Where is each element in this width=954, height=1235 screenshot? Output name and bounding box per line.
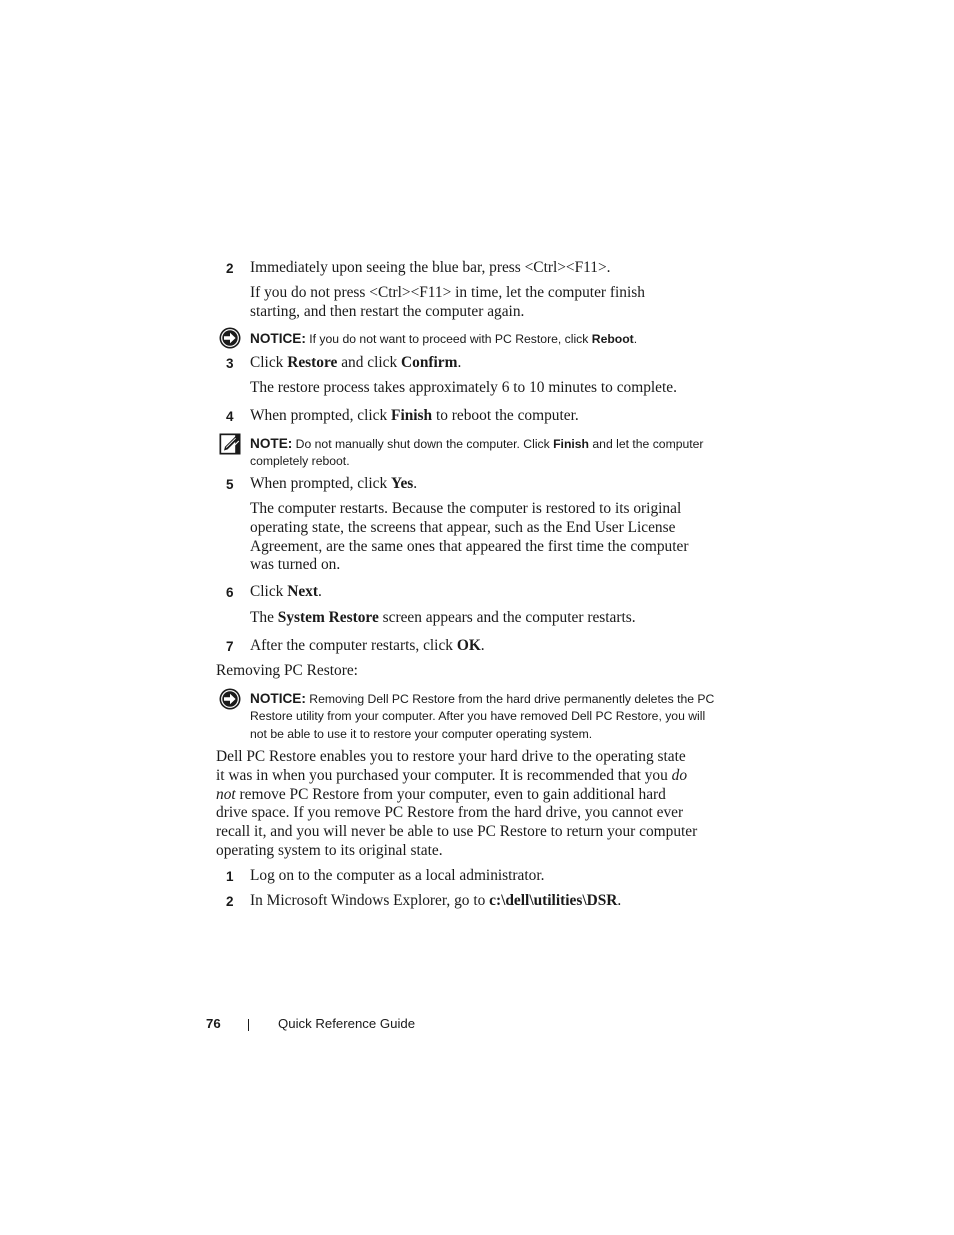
- step-text: After the computer restarts, click OK.: [250, 637, 485, 654]
- step-text: Click Next.: [250, 583, 322, 600]
- step-text: When prompted, click Finish to reboot the computer.: [250, 407, 579, 424]
- note-label: NOTE:: [250, 436, 293, 451]
- footer-divider: [248, 1019, 249, 1031]
- removing-heading: Removing PC Restore:: [216, 662, 358, 679]
- step-number: 2: [226, 894, 234, 909]
- step-text: When prompted, click Yes.: [250, 475, 418, 492]
- notice-arrow-icon: [219, 688, 241, 710]
- notice-label: NOTICE:: [250, 691, 306, 706]
- note-shutdown: NOTE: Do not manually shut down the computer. Click Finish and let the computer completely reboot.: [250, 436, 704, 469]
- step-text: Click Restore and click Confirm.: [250, 354, 462, 371]
- step-number: 6: [226, 585, 234, 600]
- step-2-detail: If you do not press <Ctrl><F11> in time, let the computer finish starting, and then restart the computer again.: [250, 284, 645, 320]
- step-number: 4: [226, 409, 234, 424]
- page-number: 76: [206, 1016, 221, 1031]
- step-5-detail: The computer restarts. Because the computer is restored to its original operating state, the screens that appear, such as the End User License Agreement, are the same ones that appeared the first time the computer was turned on.: [250, 500, 689, 574]
- step-text: In Microsoft Windows Explorer, go to c:\dell\utilities\DSR.: [250, 892, 622, 909]
- notice-reboot: NOTICE: If you do not want to proceed with PC Restore, click Reboot.: [250, 331, 638, 346]
- step-text: Immediately upon seeing the blue bar, press <Ctrl><F11>.: [250, 259, 611, 276]
- step-number: 2: [226, 261, 234, 276]
- notice-arrow-icon: [219, 327, 241, 349]
- notice-removal: NOTICE: Removing Dell PC Restore from the hard drive permanently deletes the PC Restore utility from your computer. After you have removed Dell PC Restore, you will not be able to use it to restore your computer operating system.: [250, 691, 715, 741]
- step-number: 7: [226, 639, 234, 654]
- notice-label: NOTICE:: [250, 331, 306, 346]
- step-text: Log on to the computer as a local administrator.: [250, 867, 545, 884]
- step-6-detail: The System Restore screen appears and the computer restarts.: [250, 609, 636, 626]
- step-number: 3: [226, 356, 234, 371]
- step-number: 5: [226, 477, 234, 492]
- step-3-detail: The restore process takes approximately 6 to 10 minutes to complete.: [250, 379, 677, 396]
- removing-body: Dell PC Restore enables you to restore your hard drive to the operating state it was in when you purchased your computer. It is recommended that you do not remove PC Restore from your computer, even to gain additional hard drive space. If you remove PC Restore from the hard drive, you cannot ever recall it, and you will never be able to use PC Restore to return your computer operating system to its original state.: [216, 748, 698, 859]
- note-pencil-icon: [219, 433, 241, 455]
- footer-title: Quick Reference Guide: [278, 1016, 416, 1031]
- step-number: 1: [226, 869, 234, 884]
